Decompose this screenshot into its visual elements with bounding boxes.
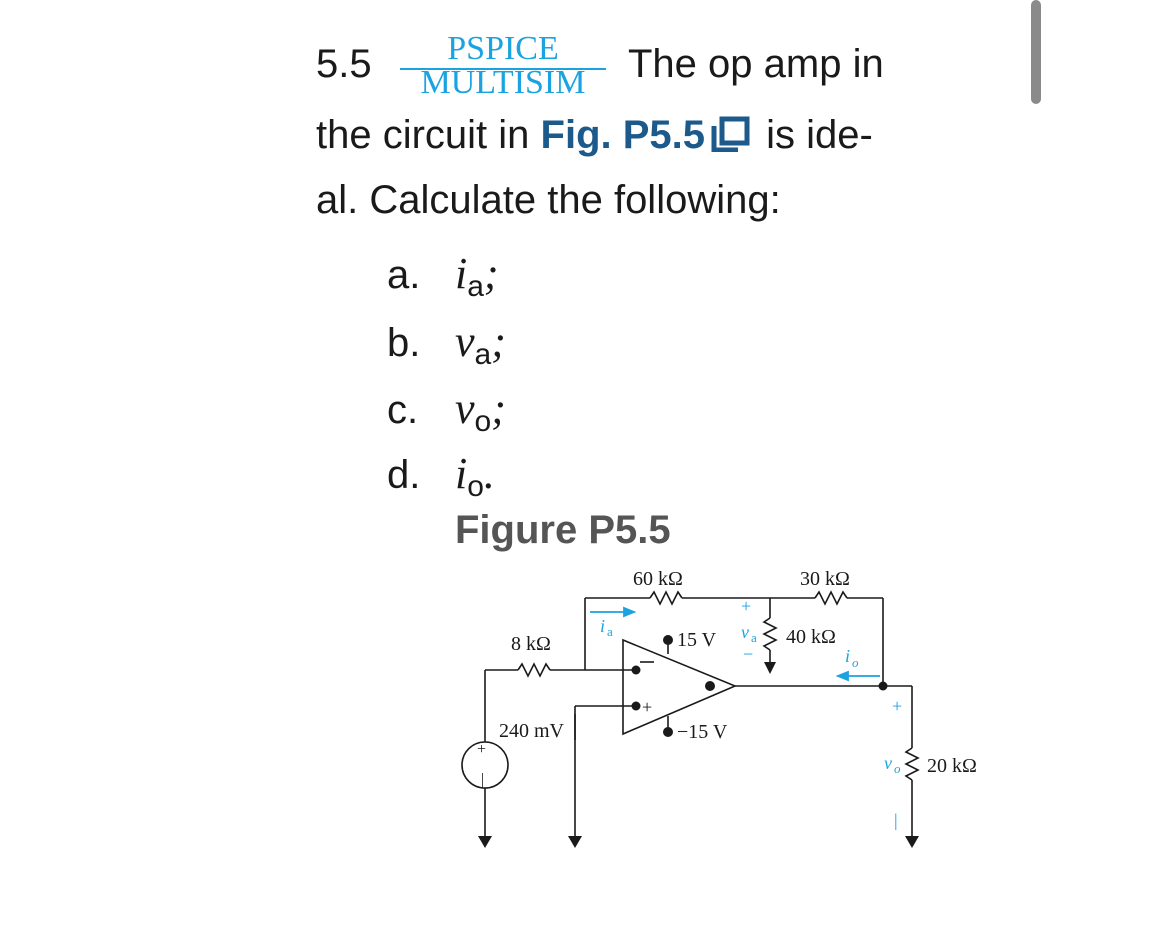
ground-arrow-source: [478, 836, 492, 848]
resistor-40k: [764, 618, 776, 650]
opamp-plus: +: [642, 697, 653, 717]
resistor-8k: [518, 664, 550, 676]
item-end: ;: [491, 384, 506, 433]
resistor-60k: [650, 592, 682, 604]
label-40k: 40 kΩ: [786, 626, 836, 648]
io-arrowhead: [838, 672, 848, 680]
problem-text-line1: The op amp in: [628, 42, 884, 86]
label-io: i: [845, 646, 851, 666]
resistor-20k: [906, 748, 918, 780]
problem-text-line2-post: is ide-: [755, 113, 873, 157]
problem-text-line2-pre: the circuit in: [316, 113, 541, 157]
node-inv: [632, 666, 641, 675]
label-vo-minus: |: [894, 810, 898, 830]
ia-arrowhead: [624, 608, 634, 616]
label-source: 240 mV: [499, 720, 564, 742]
label-va-minus: −: [743, 644, 754, 664]
node-noninv: [632, 702, 641, 711]
item-sub: a: [467, 270, 484, 303]
software-multisim: MULTISIM: [420, 64, 586, 101]
label-va-sub: a: [751, 630, 757, 645]
label-vo: v: [884, 753, 892, 773]
label-30k: 30 kΩ: [800, 568, 850, 590]
label-8k: 8 kΩ: [511, 633, 551, 655]
node-vplus: [663, 635, 673, 645]
op-amp: [623, 640, 735, 734]
software-pspice: PSPICE: [400, 30, 606, 70]
item-sub: o: [467, 470, 484, 503]
label-vo-plus: +: [892, 696, 903, 716]
node-output: [879, 682, 888, 691]
figure-link[interactable]: Fig. P5.5: [540, 113, 706, 157]
label-ia: i: [600, 616, 606, 636]
item-var: v: [455, 384, 475, 433]
item-end: ;: [483, 249, 499, 298]
label-ia-sub: a: [607, 624, 613, 639]
figure-title: Figure P5.5: [455, 508, 671, 552]
label-io-sub: o: [852, 655, 859, 670]
ground-arrow-load: [905, 836, 919, 848]
item-sub: a: [474, 338, 492, 371]
label-vplus: 15 V: [677, 629, 717, 651]
source-minus: |: [481, 771, 485, 788]
label-60k: 60 kΩ: [633, 568, 683, 590]
item-label: b.: [387, 321, 421, 365]
node-vminus: [663, 727, 673, 737]
item-end: ;: [491, 317, 506, 366]
item-var: v: [455, 317, 475, 366]
item-label: c.: [387, 388, 419, 432]
node-out: [705, 681, 715, 691]
item-var: i: [455, 249, 468, 298]
item-label: d.: [387, 453, 421, 497]
label-20k: 20 kΩ: [927, 755, 977, 777]
label-vminus: −15 V: [677, 721, 728, 743]
ground-arrow-40k: [764, 662, 776, 674]
item-var: i: [455, 449, 468, 498]
source-plus: +: [477, 741, 487, 758]
problem-number: 5.5: [316, 42, 372, 86]
label-va-plus: +: [741, 596, 752, 616]
ground-arrow-noninv: [568, 836, 582, 848]
item-label: a.: [387, 253, 421, 297]
label-vo-sub: o: [894, 761, 901, 776]
label-va: v: [741, 622, 749, 642]
resistor-30k: [815, 592, 847, 604]
item-end: .: [483, 449, 495, 498]
item-sub: o: [474, 405, 492, 438]
problem-text-line3: al. Calculate the following:: [316, 178, 781, 222]
